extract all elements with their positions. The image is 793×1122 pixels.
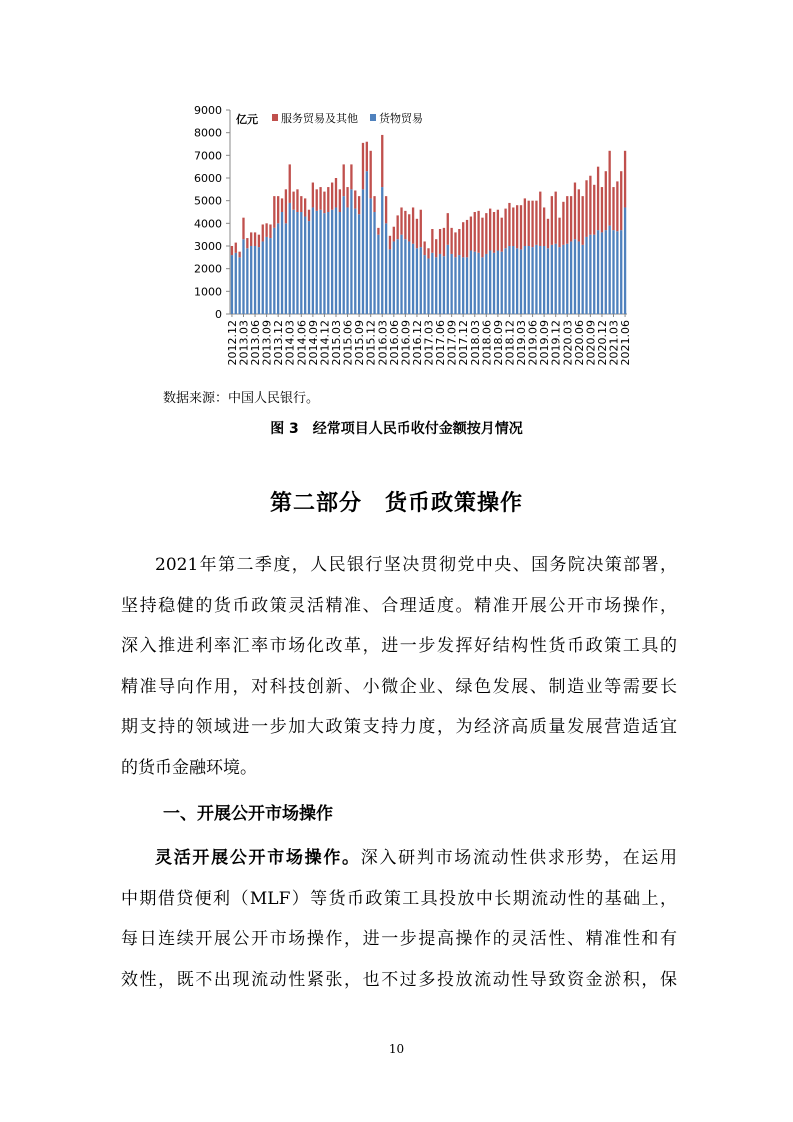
bar-goods-trade [427, 258, 429, 314]
bar-goods-trade [285, 223, 287, 314]
bar-goods-trade [447, 245, 449, 314]
x-tick-label: 2018.03 [468, 320, 482, 366]
bar-goods-trade [316, 211, 318, 314]
bar-services-trade [477, 211, 479, 253]
bar-services-trade [350, 164, 352, 189]
bar-goods-trade [400, 235, 402, 314]
bar-services-trade [501, 218, 503, 252]
bar-services-trade [443, 228, 445, 256]
bar-services-trade [485, 213, 487, 254]
bar-services-trade [458, 229, 460, 255]
bar-services-trade [269, 224, 271, 238]
bar-services-trade [393, 227, 395, 242]
bar-services-trade [528, 201, 530, 246]
bar-goods-trade [404, 239, 406, 314]
bar-goods-trade [512, 246, 514, 314]
bar-goods-trade [304, 217, 306, 314]
bar-goods-trade [458, 255, 460, 314]
bar-goods-trade [528, 246, 530, 314]
x-tick-label: 2016.09 [399, 320, 413, 366]
bar-goods-trade [408, 241, 410, 314]
x-tick-label: 2018.06 [480, 320, 494, 366]
source-note: 数据来源：中国人民银行。 [163, 391, 320, 406]
bar-goods-trade [423, 255, 425, 314]
bar-services-trade [404, 211, 406, 239]
bar-goods-trade [574, 239, 576, 314]
bar-services-trade [412, 207, 414, 243]
bar-goods-trade [485, 254, 487, 314]
bar-goods-trade [582, 245, 584, 314]
paragraph-line: 期支持的领域进一步加大政策支持力度，为经济高质量发展营造适宜 [121, 717, 677, 737]
x-tick-label: 2017.12 [457, 320, 471, 366]
bar-goods-trade [246, 248, 248, 314]
bar-services-trade [362, 143, 364, 189]
paragraph-line: 深入推进利率汇率市场化改革，进一步发挥好结构性货币政策工具的 [121, 636, 677, 656]
bar-goods-trade [385, 223, 387, 314]
bar-services-trade [597, 167, 599, 230]
legend-swatch [370, 114, 376, 121]
bar-goods-trade [501, 252, 503, 314]
bar-services-trade [377, 228, 379, 235]
bar-goods-trade [578, 241, 580, 314]
bar-goods-trade [397, 239, 399, 314]
bar-goods-trade [339, 212, 341, 314]
y-tick-label: 7000 [194, 149, 222, 163]
bar-services-trade [343, 164, 345, 196]
bar-goods-trade [597, 230, 599, 314]
bar-services-trade [620, 171, 622, 230]
bar-goods-trade [601, 232, 603, 314]
bar-services-trade [605, 171, 607, 230]
bar-goods-trade [477, 253, 479, 314]
bar-services-trade [616, 181, 618, 231]
page-number: 10 [388, 1042, 405, 1056]
bar-services-trade [335, 178, 337, 207]
bar-goods-trade [593, 235, 595, 314]
bar-services-trade [246, 238, 248, 248]
bar-goods-trade [350, 189, 352, 314]
bar-services-trade [585, 180, 587, 237]
x-tick-label: 2016.06 [387, 320, 401, 366]
bar-services-trade [551, 196, 553, 245]
bar-goods-trade [439, 254, 441, 314]
bar-goods-trade [558, 247, 560, 314]
bar-services-trade [385, 196, 387, 223]
bar-goods-trade [370, 198, 372, 314]
bar-services-trade [489, 209, 491, 251]
bar-goods-trade [300, 212, 302, 314]
bar-goods-trade [466, 257, 468, 314]
bar-services-trade [231, 246, 233, 255]
bar-goods-trade [346, 207, 348, 314]
y-tick-label: 6000 [194, 172, 222, 185]
bar-services-trade [265, 223, 267, 237]
bar-goods-trade [254, 246, 256, 314]
bar-services-trade [462, 222, 464, 257]
x-tick-label: 2020.09 [584, 320, 598, 366]
x-tick-label: 2013.06 [249, 320, 263, 366]
bar-goods-trade [520, 249, 522, 314]
x-tick-label: 2014.03 [283, 320, 297, 366]
bar-goods-trade [231, 255, 233, 314]
bar-goods-trade [589, 235, 591, 314]
bar-services-trade [524, 198, 526, 246]
bar-services-trade [493, 212, 495, 253]
bar-services-trade [555, 192, 557, 244]
bar-goods-trade [242, 239, 244, 314]
paragraph-line: 精准导向作用，对科技创新、小微企业、绿色发展、制造业等需要长 [121, 676, 677, 697]
bar-goods-trade [624, 207, 626, 314]
y-tick-label: 3000 [194, 240, 222, 253]
paragraph-intro [121, 545, 677, 788]
paragraph-text: 深入研判市场流动性供求形势，在运用 [360, 848, 678, 868]
bar-services-trade [254, 232, 256, 246]
bar-goods-trade [277, 223, 279, 314]
bar-goods-trade [389, 249, 391, 314]
bar-goods-trade [470, 251, 472, 314]
paragraph-line [121, 838, 677, 879]
x-tick-label: 2017.09 [445, 320, 459, 366]
x-tick-label: 2018.12 [503, 320, 517, 366]
x-tick-label: 2020.06 [572, 320, 586, 366]
paragraph-line: 的货币金融环境。 [121, 757, 257, 778]
bar-services-trade [316, 189, 318, 211]
x-tick-label: 2015.09 [353, 320, 367, 366]
paragraph-line: 中期借贷便利（MLF）等货币政策工具投放中长期流动性的基础上， [121, 888, 677, 909]
x-tick-label: 2013.09 [260, 320, 274, 366]
bar-services-trade [331, 183, 333, 210]
bar-services-trade [470, 217, 472, 251]
bar-goods-trade [323, 213, 325, 314]
bar-services-trade [558, 218, 560, 247]
x-tick-label: 2017.03 [422, 320, 436, 366]
bar-goods-trade [435, 257, 437, 314]
bar-goods-trade [343, 196, 345, 314]
bar-goods-trade [489, 251, 491, 314]
bar-services-trade [235, 243, 237, 253]
bar-goods-trade [605, 230, 607, 314]
bar-services-trade [400, 207, 402, 234]
bar-services-trade [304, 198, 306, 216]
x-tick-label: 2017.06 [434, 320, 448, 366]
bar-services-trade [238, 252, 240, 258]
bar-goods-trade [235, 253, 237, 314]
bar-goods-trade [373, 212, 375, 314]
bar-services-trade [481, 218, 483, 258]
bar-services-trade [431, 229, 433, 253]
bar-services-trade [354, 190, 356, 208]
bar-goods-trade [481, 257, 483, 314]
bar-services-trade [435, 239, 437, 257]
bar-goods-trade [516, 248, 518, 314]
bar-services-trade [535, 201, 537, 245]
bar-goods-trade [265, 237, 267, 314]
bar-goods-trade [616, 231, 618, 314]
bar-goods-trade [612, 230, 614, 314]
bar-services-trade [262, 224, 264, 241]
x-tick-label: 2020.12 [595, 320, 609, 366]
bar-goods-trade [308, 221, 310, 314]
bar-services-trade [508, 203, 510, 246]
bar-services-trade [570, 196, 572, 241]
bar-goods-trade [585, 237, 587, 314]
bar-goods-trade [292, 210, 294, 314]
bar-services-trade [624, 151, 626, 208]
bar-goods-trade [366, 171, 368, 314]
stacked-bar-chart [160, 95, 640, 385]
x-tick-label: 2016.12 [410, 320, 424, 366]
bar-goods-trade [393, 241, 395, 314]
x-tick-label: 2016.03 [376, 320, 390, 366]
bar-goods-trade [431, 253, 433, 314]
bar-services-trade [439, 229, 441, 254]
bar-goods-trade [524, 246, 526, 314]
bar-goods-trade [443, 256, 445, 314]
bar-goods-trade [296, 212, 298, 314]
bar-services-trade [531, 201, 533, 247]
section-heading: 一、开展公开市场操作 [163, 804, 333, 824]
bar-services-trade [339, 189, 341, 212]
bar-goods-trade [327, 212, 329, 314]
bar-services-trade [292, 192, 294, 210]
bar-goods-trade [450, 254, 452, 314]
bar-goods-trade [462, 257, 464, 314]
bar-services-trade [474, 212, 476, 252]
bar-goods-trade [620, 230, 622, 314]
legend-label: 服务贸易及其他 [281, 112, 358, 125]
bar-goods-trade [273, 228, 275, 314]
bar-services-trade [504, 209, 506, 249]
bar-services-trade [582, 196, 584, 245]
bar-goods-trade [358, 214, 360, 314]
paragraph-line: 坚持稳健的货币政策灵活精准、合理适度。精准开展公开市场操作， [121, 595, 677, 616]
bar-services-trade [539, 192, 541, 246]
bar-services-trade [397, 215, 399, 239]
x-tick-label: 2019.12 [549, 320, 563, 366]
bar-services-trade [373, 196, 375, 212]
bar-goods-trade [497, 251, 499, 314]
bar-services-trade [543, 207, 545, 246]
bar-services-trade [447, 213, 449, 245]
bar-goods-trade [562, 245, 564, 314]
bar-goods-trade [539, 246, 541, 314]
y-tick-label: 1000 [194, 285, 222, 299]
x-tick-label: 2013.03 [237, 320, 251, 366]
y-tick-label: 5000 [194, 194, 222, 208]
bar-services-trade [273, 196, 275, 228]
bar-services-trade [450, 228, 452, 254]
paragraph-line: 每日连续开展公开市场操作，进一步提高操作的灵活性、精准性和有 [121, 929, 677, 949]
x-tick-label: 2019.06 [526, 320, 540, 366]
bar-services-trade [408, 214, 410, 241]
x-tick-label: 2014.09 [306, 320, 320, 366]
legend-label: 货物贸易 [379, 112, 423, 125]
bar-goods-trade [377, 235, 379, 314]
chart-container [160, 95, 640, 385]
bar-services-trade [562, 202, 564, 245]
bar-services-trade [370, 151, 372, 199]
x-tick-label: 2018.09 [491, 320, 505, 366]
bar-goods-trade [555, 244, 557, 314]
bar-services-trade [566, 196, 568, 244]
unit-label: 亿元 [236, 113, 258, 126]
legend-swatch [272, 114, 278, 121]
bar-goods-trade [289, 203, 291, 314]
bar-goods-trade [504, 248, 506, 314]
bar-services-trade [512, 207, 514, 246]
bar-services-trade [454, 232, 456, 257]
bar-services-trade [516, 205, 518, 248]
x-tick-label: 2015.03 [330, 320, 343, 366]
bar-goods-trade [258, 247, 260, 314]
bar-goods-trade [474, 252, 476, 314]
x-tick-label: 2013.12 [272, 320, 286, 366]
bar-services-trade [289, 164, 291, 203]
bar-services-trade [285, 189, 287, 223]
x-tick-label: 2021.03 [607, 320, 621, 366]
bar-services-trade [319, 187, 321, 210]
bar-goods-trade [362, 189, 364, 314]
bar-goods-trade [416, 248, 418, 314]
bar-services-trade [601, 187, 603, 232]
bar-goods-trade [543, 246, 545, 314]
bar-goods-trade [508, 246, 510, 314]
bar-services-trade [589, 176, 591, 235]
bar-services-trade [574, 183, 576, 240]
paragraph-lead: 灵活开展公开市场操作。 [155, 848, 361, 868]
bar-services-trade [346, 187, 348, 207]
y-tick-label: 0 [215, 308, 222, 321]
bar-goods-trade [312, 207, 314, 314]
bar-services-trade [242, 218, 244, 240]
bar-services-trade [323, 192, 325, 214]
bar-goods-trade [250, 246, 252, 314]
bar-services-trade [308, 210, 310, 221]
bar-goods-trade [238, 257, 240, 314]
x-tick-label: 2015.12 [364, 320, 378, 366]
bar-goods-trade [269, 238, 271, 314]
bar-goods-trade [531, 247, 533, 314]
bar-services-trade [420, 210, 422, 247]
bar-services-trade [578, 189, 580, 241]
bar-services-trade [593, 185, 595, 235]
x-tick-label: 2020.03 [561, 320, 575, 366]
bar-goods-trade [335, 207, 337, 314]
bar-services-trade [427, 248, 429, 258]
bar-goods-trade [331, 210, 333, 314]
bar-services-trade [327, 187, 329, 212]
x-tick-label: 2021.06 [619, 320, 633, 366]
y-tick-label: 8000 [194, 126, 222, 140]
x-tick-label: 2019.03 [515, 320, 528, 366]
bar-services-trade [423, 241, 425, 255]
bar-services-trade [547, 219, 549, 248]
bar-goods-trade [262, 241, 264, 314]
bar-services-trade [358, 196, 360, 214]
bar-services-trade [416, 219, 418, 248]
y-tick-label: 9000 [194, 104, 222, 117]
bar-goods-trade [551, 245, 553, 314]
bar-goods-trade [412, 244, 414, 314]
bar-services-trade [312, 183, 314, 208]
bar-goods-trade [493, 253, 495, 314]
bar-services-trade [296, 189, 298, 212]
x-tick-label: 2015.06 [341, 320, 355, 366]
bar-services-trade [389, 236, 391, 250]
y-tick-label: 2000 [194, 262, 222, 276]
x-tick-label: 2014.06 [295, 320, 309, 366]
y-tick-label: 4000 [194, 217, 222, 231]
bar-goods-trade [281, 212, 283, 314]
paragraph-line: 效性，既不出现流动性紧张，也不过多投放流动性导致资金淤积，保 [121, 969, 677, 990]
bar-services-trade [300, 196, 302, 212]
bar-goods-trade [570, 241, 572, 314]
bar-services-trade [281, 198, 283, 212]
bar-services-trade [250, 232, 252, 246]
paragraph-operations [121, 838, 677, 1000]
bar-services-trade [381, 135, 383, 187]
x-tick-label: 2019.09 [538, 320, 552, 366]
bar-goods-trade [547, 248, 549, 314]
bar-services-trade [277, 196, 279, 223]
bar-services-trade [466, 220, 468, 257]
bar-goods-trade [535, 245, 537, 314]
bar-services-trade [497, 210, 499, 251]
x-tick-label: 2012.12 [225, 320, 239, 366]
bar-goods-trade [319, 210, 321, 314]
bar-services-trade [612, 187, 614, 230]
bar-goods-trade [381, 187, 383, 314]
part-title: 第二部分 货币政策操作 [269, 491, 523, 516]
figure-caption: 图 3 经常项目人民币收付金额按月情况 [270, 421, 523, 437]
x-tick-label: 2014.12 [318, 320, 332, 366]
bar-goods-trade [609, 226, 611, 314]
bar-services-trade [258, 235, 260, 247]
bar-goods-trade [566, 244, 568, 314]
bar-services-trade [520, 205, 522, 249]
bar-goods-trade [420, 247, 422, 314]
bar-goods-trade [354, 209, 356, 314]
bar-services-trade [609, 151, 611, 226]
paragraph-line: 2021年第二季度，人民银行坚决贯彻党中央、国务院决策部署， [155, 555, 677, 575]
bar-goods-trade [454, 257, 456, 314]
bar-services-trade [366, 142, 368, 171]
